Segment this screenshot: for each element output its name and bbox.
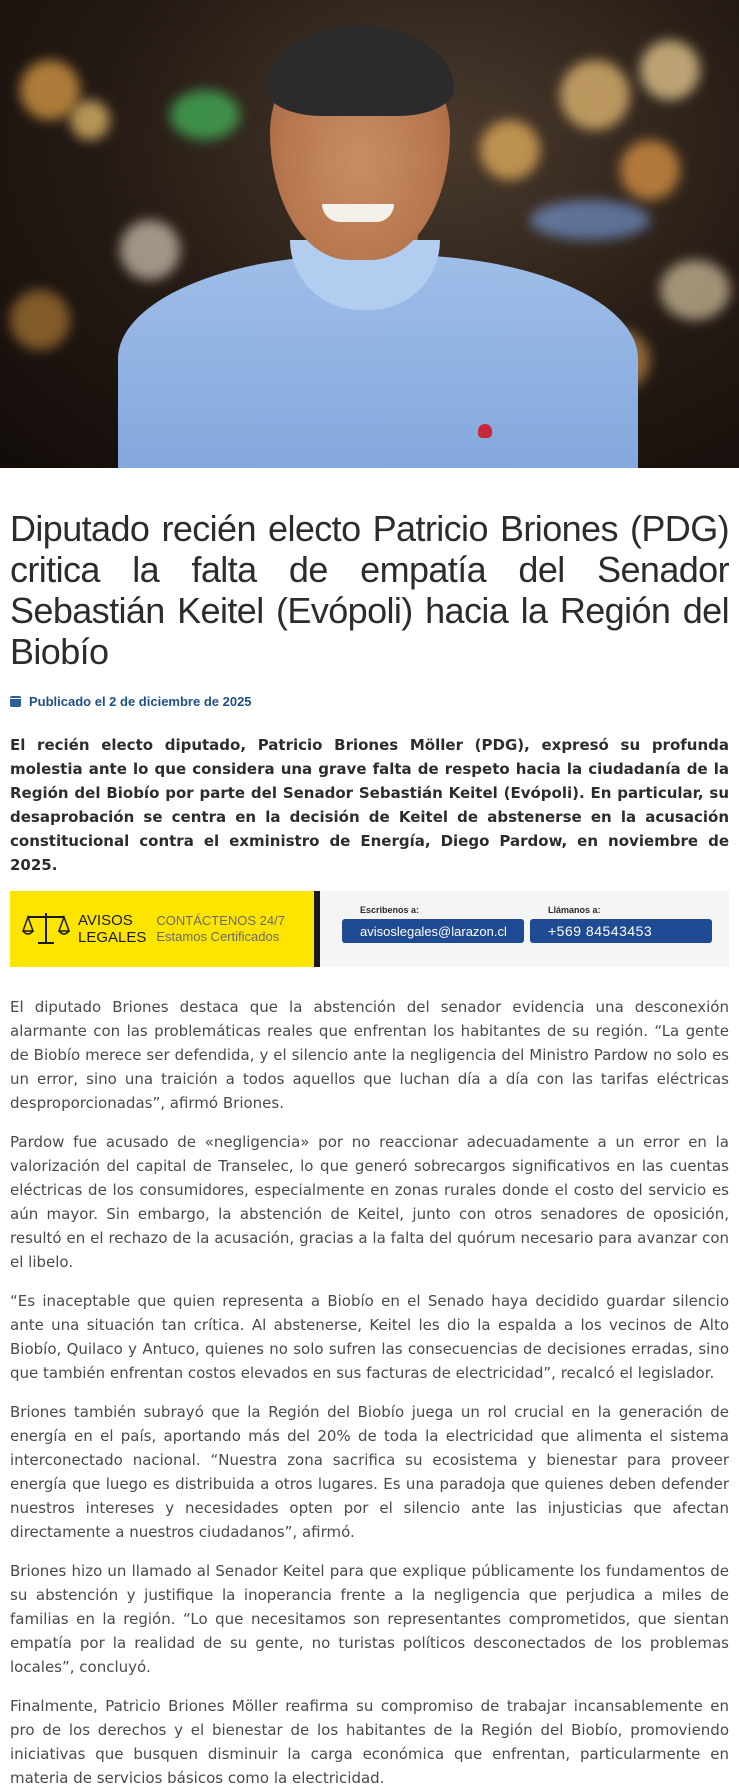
- ad-phone-block: [530, 905, 712, 943]
- ad-email-button[interactable]: avisoslegales@larazon.cl: [342, 919, 524, 943]
- article-body: [10, 995, 729, 1790]
- publish-date[interactable]: Publicado el 2 de diciembre de 2025: [29, 694, 252, 709]
- ad-email-label: Escribenos a:: [360, 905, 420, 915]
- ad-contact-panel: [320, 891, 729, 967]
- article-lead: El recién electo diputado, Patricio Briones Möller (PDG), expresó su profunda molestia ante lo que considera una grave falta de respeto hacia la ciudadanía de la Región del Biobío por parte del Senador Sebastián Keitel (Evópoli). En particular, su desaprobación se centra en la decisión de Keitel de abstenerse en la acusación constitucional contra el exministro de Energía, Diego Pardow, en noviembre de 2025.: [10, 736, 729, 874]
- publish-meta: [10, 694, 729, 709]
- scales-icon: [22, 909, 70, 949]
- ad-contact-line2: Estamos Certificados: [156, 929, 280, 944]
- article-content: [0, 508, 739, 1790]
- article-paragraph: Finalmente, Patricio Briones Möller reafirma su compromiso de trabajar incansablemente en pro de los derechos y el bienestar de los habitantes de la Región del Biobío, promoviendo iniciativas que busquen disminuir la carga económica que enfrentan, particularmente en materia de servicios básicos como la electricidad.: [10, 1697, 729, 1787]
- ad-brand-panel: [10, 891, 314, 967]
- article-paragraph: Pardow fue acusado de «negligencia» por no reaccionar adecuadamente a un error en la valorización del capital de Transelec, lo que generó sobrecargos significativos en las cuentas eléctricas de los consumidores, especialmente en zonas rurales donde el costo del servicio es aún mayor. Sin embargo, la abstención de Keitel, junto con otros senadores de oposición, resultó en el rechazo de la acusación, gracias a la falta del quórum necesario para avanzar con el libelo.: [10, 1133, 729, 1271]
- ad-phone-button[interactable]: +569 84543453: [530, 919, 712, 943]
- article-title: Diputado recién electo Patricio Briones (PDG) critica la falta de empatía del Senador Sebastián Keitel (Evópoli) hacia la Región del Biobío: [10, 508, 729, 672]
- article-paragraph: El diputado Briones destaca que la abstención del senador evidencia una desconexión alarmante con las problemáticas reales que enfrentan los habitantes de su región. “La gente de Biobío merece ser defendida, y el silencio ante la negligencia del Ministro Pardow no solo es un error, sino una traición a todos aquellos que luchan día a día con las tarifas eléctricas desproporcionadas”, afirmó Briones.: [10, 998, 729, 1112]
- ad-contact-text: [156, 913, 285, 945]
- legal-ads-banner[interactable]: [10, 891, 729, 967]
- ad-contact-line1: CONTÁCTENOS 24/7: [156, 913, 285, 928]
- ad-brand-line1: AVISOS: [78, 912, 133, 929]
- person-hair: [266, 26, 454, 116]
- article-paragraph: Briones hizo un llamado al Senador Keitel para que explique públicamente los fundamentos de su abstención y justifique la inoperancia frente a la negligencia que perjudica a miles de familias en la región. “Lo que necesitamos son representantes comprometidos, que sientan empatía por la realidad de su gente, no turistas políticos desconectados de los problemas locales”, concluyó.: [10, 1562, 729, 1676]
- shirt-logo-icon: [478, 424, 492, 438]
- article-paragraph: Briones también subrayó que la Región del Biobío juega un rol crucial en la generación de energía en el país, aportando más del 20% de toda la electricidad que alimenta el sistema interconectado nacional. “Nuestra zona sacrifica su ecosistema y bienestar para proveer energía que luego es distribuida a otros lugares. Es una paradoja que quienes deben defender nuestros intereses y necesidades opten por el silencio ante las injusticias que afectan directamente a nuestros ciudadanos”, afirmó.: [10, 1403, 729, 1541]
- ad-email-block: [342, 905, 524, 943]
- ad-phone-label: Llámanos a:: [548, 905, 601, 915]
- ad-brand-text: [78, 912, 146, 946]
- hero-image: [0, 0, 739, 468]
- calendar-icon: [10, 696, 21, 707]
- ad-brand-line2: LEGALES: [78, 929, 147, 946]
- article-paragraph: “Es inaceptable que quien representa a Biobío en el Senado haya decidido guardar silencio ante una situación tan crítica. Al abstenerse, Keitel les dio la espalda a los vecinos de Alto Biobío, Quilaco y Antuco, quienes no solo sufren las consecuencias de decisiones erradas, sino que también enfrentan costos elevados en sus facturas de electricidad”, recalcó el legislador.: [10, 1292, 729, 1382]
- person-smile: [322, 204, 394, 222]
